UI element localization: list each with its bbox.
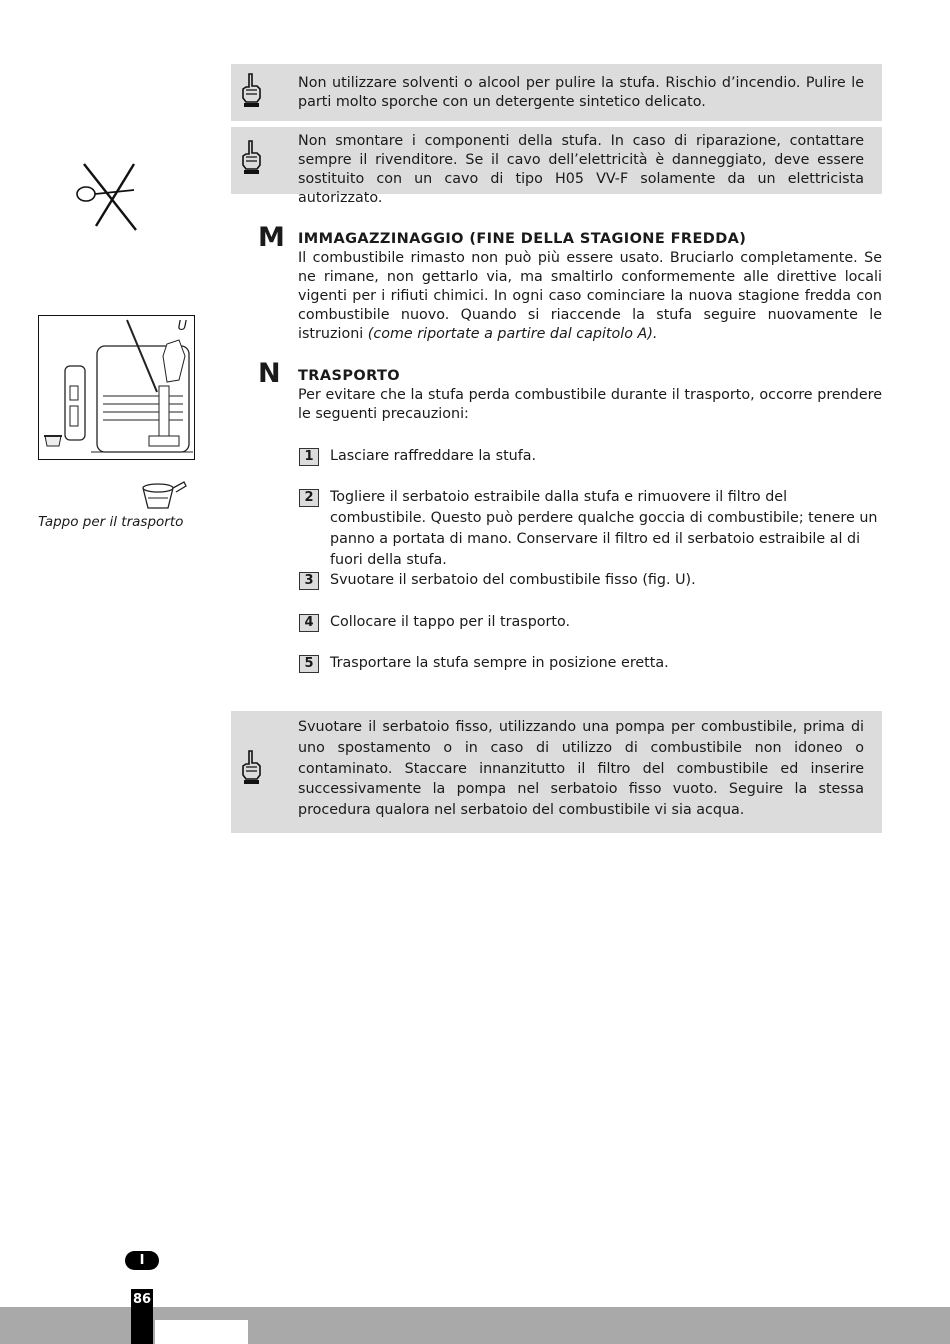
stove-pump-illustration	[39, 316, 194, 459]
step-text: Togliere il serbatoio estraibile dalla stufa e rimuovere il filtro del combustibile. Questo può perdere qualche goccia di combustibile; tenere un panno a portata di mano. Conservare il filtro ed il serbatoio estraibile al di fuori della stufa.	[330, 489, 878, 568]
step-number: 2	[299, 489, 319, 507]
step-text: Svuotare il serbatoio del combustibile fisso (fig. U).	[330, 572, 696, 588]
section-body-transport: Per evitare che la stufa perda combustibile durante il trasporto, occorre prendere le seguenti precauzioni:	[298, 387, 882, 422]
step-text: Trasportare la stufa sempre in posizione eretta.	[330, 655, 669, 671]
step-number: 5	[299, 655, 319, 673]
step-number: 3	[299, 572, 319, 590]
warning-note-text: Non utilizzare solventi o alcool per pulire la stufa. Rischio d’incendio. Pulire le parti molto sporche con un detergente sintetico delicato.	[298, 75, 864, 110]
section-heading-transport: TRASPORTO	[298, 368, 401, 384]
step-number: 4	[299, 614, 319, 632]
warning-note-3	[231, 711, 882, 833]
figure-u	[38, 315, 195, 460]
warning-note-text: Svuotare il serbatoio fisso, utilizzando una pompa per combustibile, prima di uno spostamento o in caso di utilizzo di combustibile non idoneo o contaminato. Staccare innanzitutto il filtro del combustibile ed inserire successivamente la pompa nel serbatoio fisso vuoto. Seguire la stessa procedura qualora nel serbatoio del combustibile vi sia acqua.	[298, 719, 864, 819]
footer-strip	[155, 1320, 248, 1344]
warning-note-1	[231, 64, 882, 121]
figure-u-label: U	[177, 319, 187, 334]
hand-pointing-icon	[239, 139, 263, 175]
no-screwdriver-icon	[74, 160, 140, 232]
storage-body-text: Il combustibile rimasto non può più essere usato. Bruciarlo completamente. Se ne rimane, non gettarlo via, ma smaltirlo conformemente alle direttive locali vigenti per i rifiuti chimici. In ogni caso cominciare la nuova stagione fredda con combustibile nuovo. Quando si riaccende la stufa seguire nuovamente le istruzioni	[298, 250, 882, 342]
warning-note-2	[231, 127, 882, 206]
page-number: 86	[132, 1292, 152, 1307]
warning-note-text: Non smontare i componenti della stufa. In caso di riparazione, contattare sempre il rivenditore. Se il cavo dell’elettricità è danneggiato, deve essere sostituito con un cavo di tipo H05 VV-F solamente da un elettricista autorizzato.	[298, 133, 864, 206]
section-letter-m: M	[258, 222, 285, 253]
section-letter-n: N	[258, 358, 281, 389]
section-heading-storage: IMMAGAZZINAGGIO (FINE DELLA STAGIONE FREDDA)	[298, 231, 747, 247]
storage-body-italic: (come riportate a partire dal capitolo A).	[367, 326, 658, 342]
transport-cap-icon	[140, 480, 188, 514]
section-body-storage	[298, 249, 882, 344]
transport-cap-caption: Tappo per il trasporto	[38, 514, 184, 530]
step-number: 1	[299, 448, 319, 466]
language-badge: I	[125, 1251, 159, 1270]
step-text: Collocare il tappo per il trasporto.	[330, 614, 571, 630]
hand-pointing-icon	[239, 749, 263, 785]
hand-pointing-icon	[239, 72, 263, 108]
step-text: Lasciare raffreddare la stufa.	[330, 448, 537, 464]
